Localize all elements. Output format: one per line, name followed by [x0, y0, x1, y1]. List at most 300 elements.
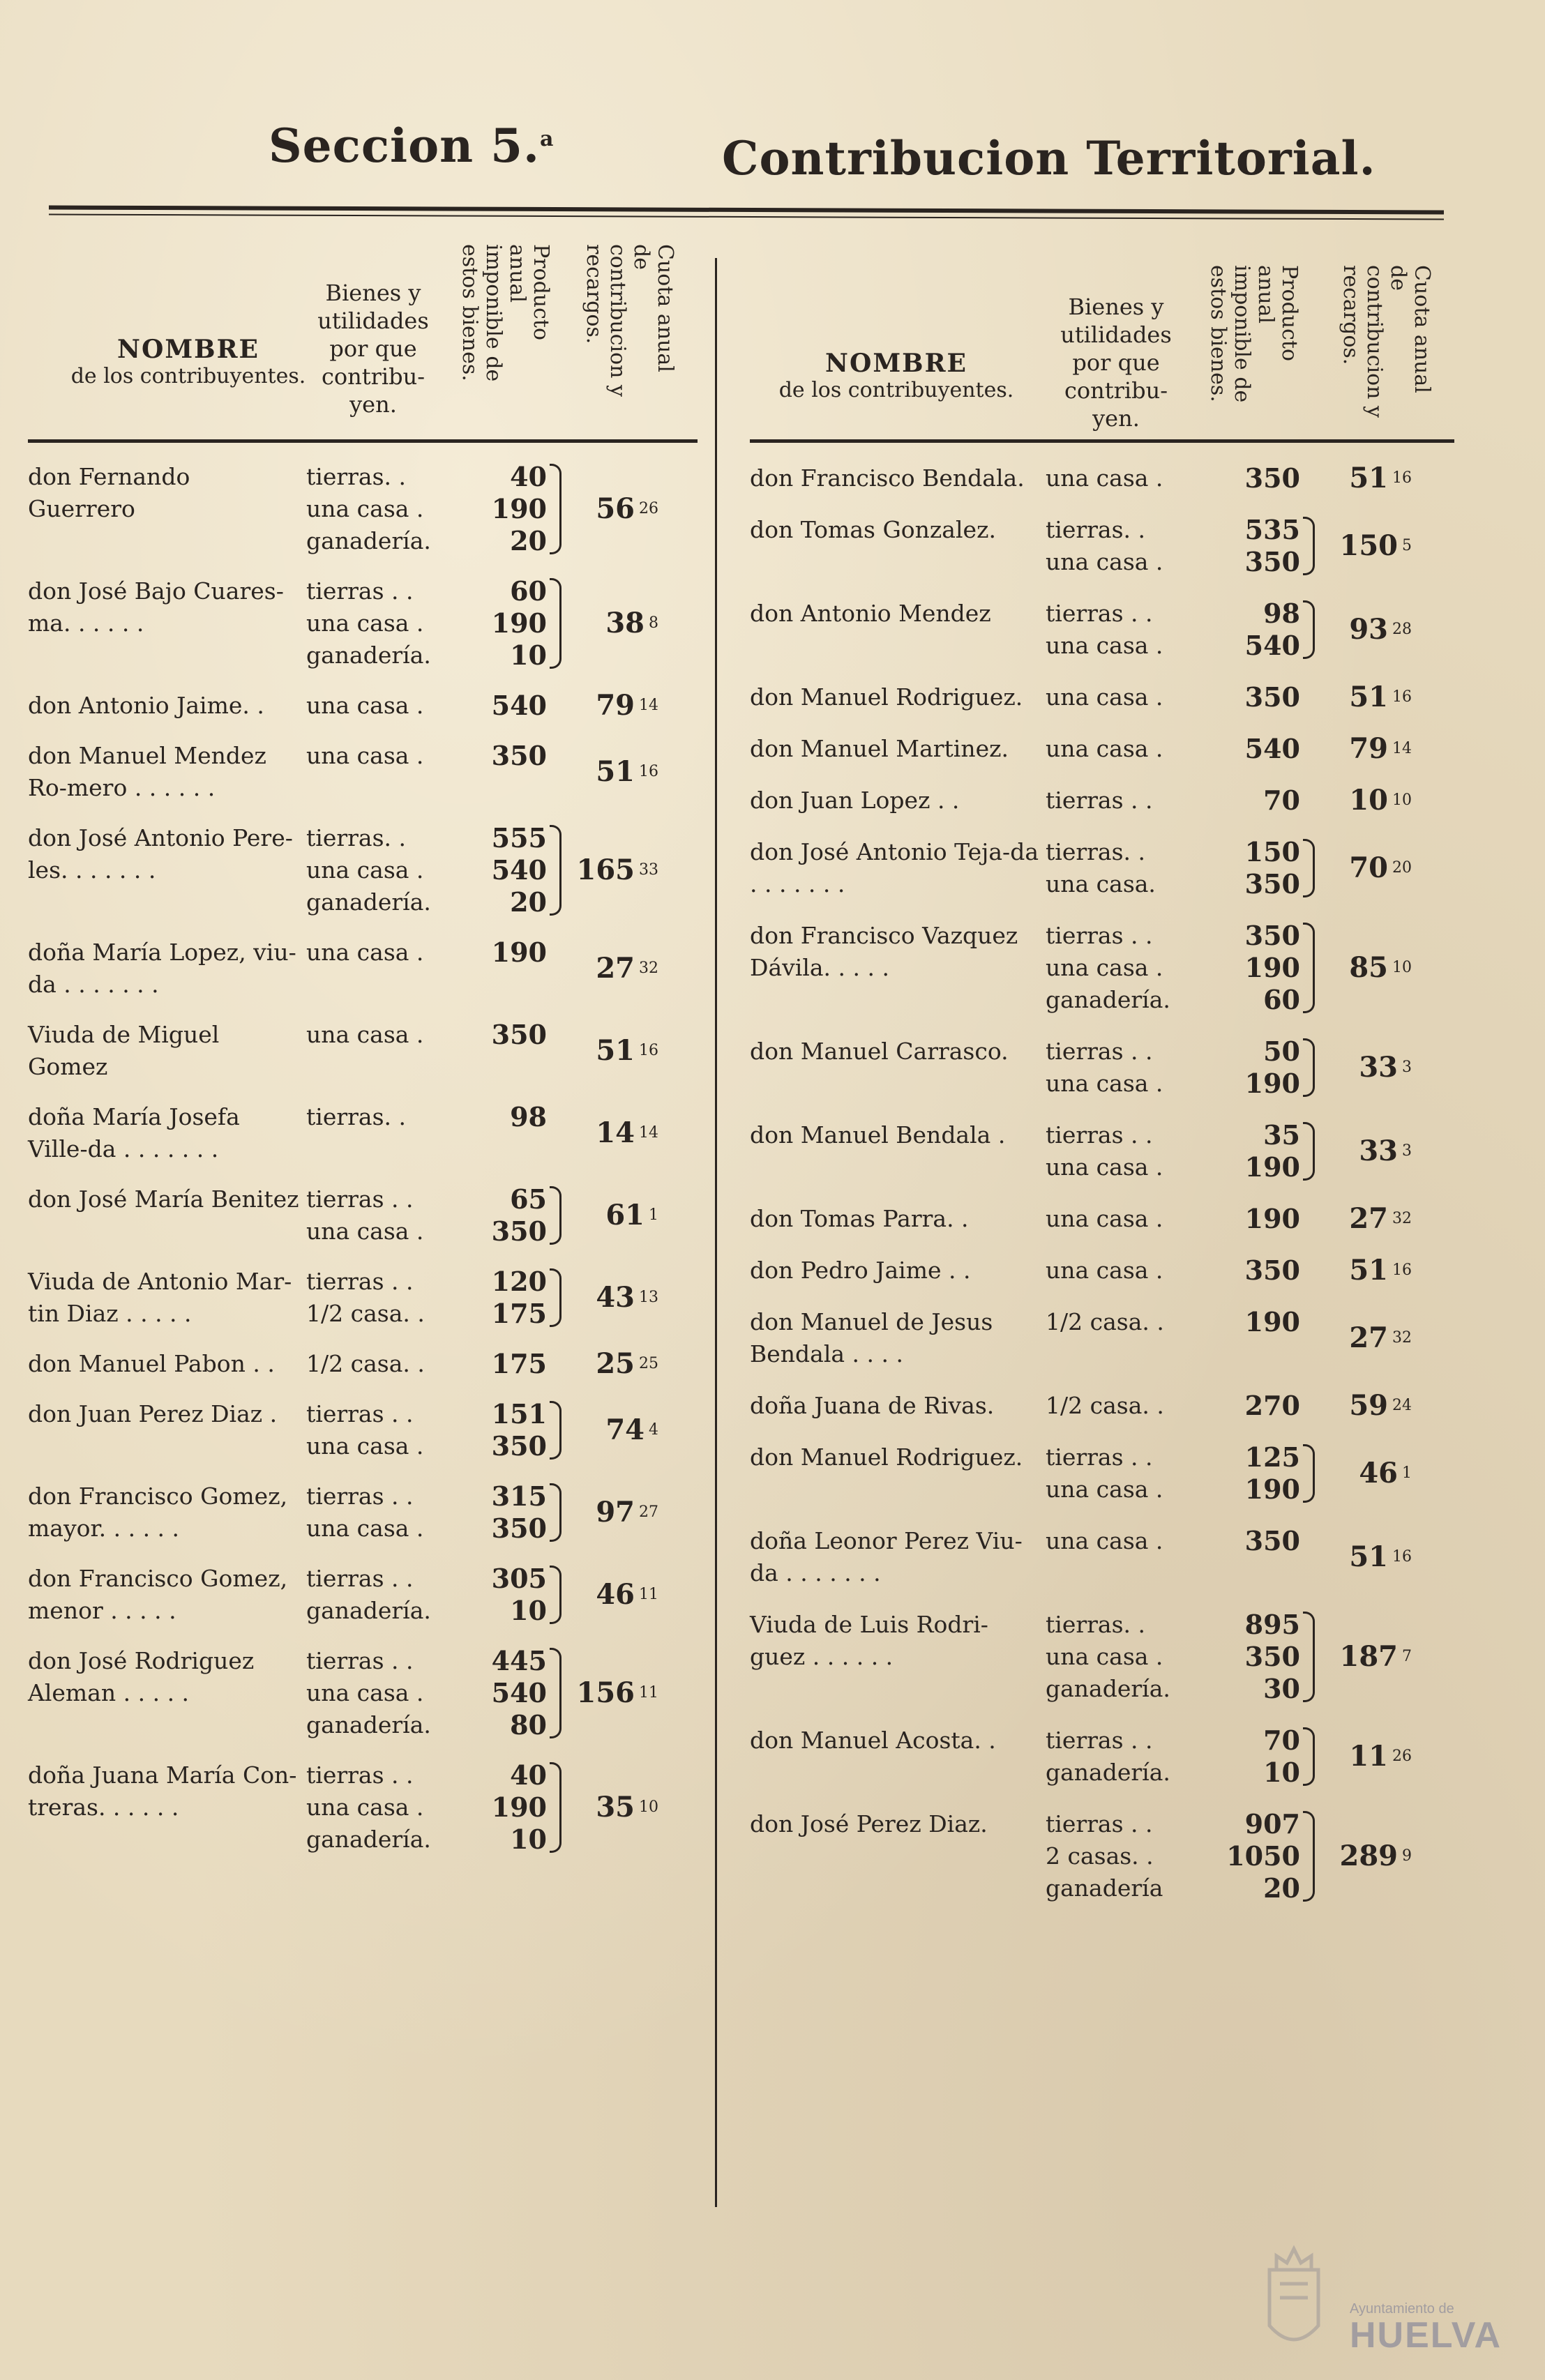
property-type: una casa . [1046, 632, 1163, 659]
table-row [28, 1645, 698, 1741]
product-value: 350 [1244, 462, 1300, 494]
brace-icon [1300, 514, 1321, 578]
product-value: 350 [1244, 1525, 1300, 1556]
property-line [303, 854, 547, 886]
property-lines [303, 822, 547, 918]
property-line [303, 607, 547, 639]
cuota-value [1321, 681, 1412, 713]
property-type: tierras. . [306, 463, 406, 490]
cuota-maravedis: 16 [1392, 1261, 1412, 1279]
cuota-reales: 97 [596, 1496, 635, 1529]
property-type: 1/2 casa. . [1046, 1392, 1164, 1419]
property-lines [1043, 598, 1300, 662]
property-lines [303, 690, 547, 722]
product-value: 50 [1263, 1036, 1300, 1067]
property-line [303, 886, 547, 918]
property-line [1043, 1673, 1300, 1705]
property-lines [1043, 1255, 1300, 1287]
brace-icon [1300, 681, 1321, 713]
contributor-name: don Manuel Rodriguez. [750, 1443, 1023, 1471]
cuota-reales: 46 [1359, 1457, 1398, 1490]
table-row [750, 1203, 1454, 1235]
property-lines [1043, 1036, 1300, 1100]
cuota-value [568, 756, 658, 788]
product-value: 350 [1244, 546, 1300, 577]
product-value: 190 [1244, 1473, 1300, 1505]
property-line [1043, 1119, 1300, 1151]
product-value: 350 [491, 1513, 547, 1544]
property-line [303, 1215, 547, 1248]
cuota-reales: 79 [1349, 732, 1388, 765]
brace-icon [1300, 1525, 1321, 1557]
contributor-name: Viuda de Luis Rodri-guez . . . . . . [750, 1611, 988, 1670]
product-value: 190 [1244, 1068, 1300, 1099]
brace-shape [1303, 600, 1315, 659]
product-value: 10 [1263, 1757, 1300, 1788]
property-lines [1043, 462, 1300, 494]
cuota-value [568, 1282, 658, 1314]
cuota-maravedis: 13 [639, 1289, 658, 1306]
cuota-value [1321, 1741, 1412, 1773]
cuota-maravedis: 32 [639, 960, 658, 977]
property-type: tierras . . [306, 1185, 414, 1213]
property-line [1043, 1641, 1300, 1673]
cuota-value [568, 690, 658, 722]
property-line [1043, 1441, 1300, 1473]
brace-shape [1303, 923, 1315, 1013]
product-value: 10 [510, 1824, 547, 1855]
contributor-name: don José María Benitez [28, 1185, 299, 1213]
cuota-value [568, 1035, 658, 1067]
property-type: una casa . [306, 1794, 424, 1821]
property-lines [1043, 514, 1300, 578]
cuota-maravedis: 32 [1392, 1210, 1412, 1227]
brace-shape [1303, 517, 1315, 575]
watermark-logo: Ayuntamiento de HUELVA [1350, 2301, 1502, 2356]
left-column [28, 230, 698, 1856]
brace-icon [1300, 1441, 1321, 1506]
property-line [303, 639, 547, 672]
property-type: ganadería. [306, 1597, 431, 1624]
product-value: 20 [1263, 1872, 1300, 1904]
property-lines [303, 575, 547, 672]
property-type: tierras . . [306, 1268, 414, 1295]
property-type: tierras . . [306, 1400, 414, 1427]
header-producto: Producto anual imponible de estos bienes. [1206, 265, 1302, 403]
table-row [750, 1808, 1454, 1904]
cuota-value [568, 1791, 658, 1824]
property-lines [303, 1480, 547, 1545]
property-line [1043, 920, 1300, 952]
property-line [1043, 1525, 1300, 1557]
brace-shape [550, 578, 562, 669]
property-type: una casa . [1046, 1527, 1163, 1554]
product-value: 190 [1244, 1203, 1300, 1234]
product-value: 10 [510, 639, 547, 671]
cuota-reales: 93 [1349, 613, 1388, 646]
table-row [750, 462, 1454, 494]
brace-icon [547, 1645, 568, 1741]
property-type: tierras . . [306, 1565, 414, 1592]
cuota-maravedis: 3 [1402, 1142, 1412, 1160]
property-line [303, 1183, 547, 1215]
cuota-value [1321, 462, 1412, 494]
product-value: 60 [510, 575, 547, 607]
product-value: 40 [510, 1759, 547, 1791]
property-line [303, 690, 547, 722]
brace-shape [550, 1762, 562, 1853]
cuota-value [1321, 852, 1412, 884]
property-lines [303, 1645, 547, 1741]
property-line [303, 1398, 547, 1430]
product-value: 445 [491, 1645, 547, 1676]
property-type: una casa . [306, 742, 424, 769]
cuota-reales: 187 [1339, 1640, 1398, 1673]
table-row [28, 1759, 698, 1856]
property-type: una casa. [1046, 870, 1156, 897]
brace-icon [1300, 785, 1321, 817]
property-lines [1043, 1119, 1300, 1183]
cuota-value [1321, 1457, 1412, 1490]
brace-icon [1300, 920, 1321, 1016]
brace-icon [1300, 1119, 1321, 1183]
product-value: 350 [491, 1019, 547, 1050]
cuota-maravedis: 1 [1402, 1464, 1412, 1482]
property-type: 1/2 casa. . [306, 1300, 425, 1327]
right-rows [750, 462, 1454, 1904]
property-line [1043, 546, 1300, 578]
cuota-maravedis: 20 [1392, 859, 1412, 877]
product-value: 175 [491, 1348, 547, 1379]
property-type: tierras . . [1046, 1038, 1153, 1065]
brace-shape [550, 1566, 562, 1624]
table-row [750, 1725, 1454, 1789]
contributor-name: doña María Josefa Ville-da . . . . . . . [28, 1103, 240, 1162]
property-type: tierras . . [306, 1761, 414, 1789]
property-lines [1043, 1441, 1300, 1506]
property-type: ganadería. [1046, 1759, 1170, 1786]
contributor-name: don Manuel Martinez. [750, 735, 1009, 762]
brace-icon [547, 690, 568, 722]
property-line [1043, 984, 1300, 1016]
cuota-maravedis: 9 [1402, 1847, 1412, 1865]
product-value: 190 [1244, 1151, 1300, 1183]
property-line [303, 461, 547, 493]
brace-shape [550, 1401, 562, 1460]
brace-icon [1300, 1390, 1321, 1422]
contributor-name: don Manuel Bendala . [750, 1121, 1006, 1149]
product-value: 125 [1244, 1441, 1300, 1473]
cuota-value [568, 1677, 658, 1709]
contributor-name: don Francisco Vazquez Dávila. . . . . [750, 922, 1018, 981]
property-type: una casa . [306, 1218, 424, 1245]
product-value: 70 [1263, 785, 1300, 816]
property-line [1043, 1306, 1300, 1338]
product-value: 120 [491, 1266, 547, 1297]
header-bienes: Bienes y utilidades por que contribu-yen. [317, 280, 429, 418]
property-line [1043, 1390, 1300, 1422]
brace-icon [547, 1480, 568, 1545]
property-lines [303, 1398, 547, 1462]
property-type: una casa . [1046, 1070, 1163, 1097]
property-type: ganadería. [306, 1826, 431, 1853]
brace-shape [550, 1268, 562, 1327]
brace-icon [1300, 1306, 1321, 1338]
brace-icon [547, 740, 568, 772]
brace-shape [1303, 1444, 1315, 1503]
contributor-name: don Manuel Rodriguez. [750, 683, 1023, 711]
product-value: 30 [1263, 1673, 1300, 1704]
property-type: tierras . . [306, 1647, 414, 1674]
property-type: una casa . [1046, 683, 1163, 711]
product-value: 540 [491, 1677, 547, 1708]
property-type: ganadería. [306, 1711, 431, 1738]
contributor-name: don José Bajo Cuares-ma. . . . . . [28, 577, 284, 637]
product-value: 98 [510, 1101, 547, 1132]
cuota-maravedis: 33 [639, 861, 658, 879]
brace-icon [1300, 1609, 1321, 1705]
contributor-name: don Tomas Gonzalez. [750, 516, 996, 543]
property-line [1043, 1036, 1300, 1068]
cuota-maravedis: 5 [1402, 537, 1412, 554]
table-row [28, 740, 698, 804]
brace-shape [1303, 1122, 1315, 1181]
product-value: 40 [510, 461, 547, 492]
product-value: 315 [491, 1480, 547, 1512]
cuota-maravedis: 26 [639, 500, 658, 517]
contributor-name: don Manuel Mendez Ro-mero . . . . . . [28, 742, 266, 801]
cuota-maravedis: 8 [649, 614, 658, 632]
property-type: una casa . [1046, 735, 1163, 762]
contributor-name: don Fernando Guerrero [28, 463, 190, 522]
cuota-reales: 51 [1349, 1254, 1388, 1287]
header-nombre: NOMBRE de los contribuyentes. [70, 335, 306, 388]
contributor-name: don José Antonio Pere-les. . . . . . . [28, 824, 293, 884]
property-line [303, 1759, 547, 1791]
brace-shape [550, 1483, 562, 1542]
brace-shape [1303, 1038, 1315, 1097]
section-label: Seccion 5.$^a$ [269, 119, 555, 173]
brace-icon [1300, 1203, 1321, 1235]
brace-shape [550, 1648, 562, 1738]
cuota-reales: 56 [596, 492, 635, 525]
table-row [28, 1183, 698, 1248]
brace-icon [547, 1183, 568, 1248]
property-type: tierras. . [306, 1103, 406, 1130]
top-rule-thin [49, 214, 1444, 220]
property-line [1043, 733, 1300, 765]
property-line [303, 1101, 547, 1133]
cuota-maravedis: 10 [1392, 959, 1412, 976]
property-type: tierras . . [1046, 1443, 1153, 1471]
cuota-maravedis: 25 [639, 1355, 658, 1372]
property-line [303, 1430, 547, 1462]
product-value: 150 [1244, 836, 1300, 867]
header-bienes: Bienes y utilidades por que contribu-yen. [1060, 294, 1172, 432]
product-value: 350 [1244, 1255, 1300, 1286]
table-row [750, 733, 1454, 765]
left-column-header [28, 230, 698, 443]
property-type: 1/2 casa. . [1046, 1308, 1164, 1335]
product-value: 540 [491, 854, 547, 886]
property-type: una casa . [306, 495, 424, 522]
brace-icon [547, 461, 568, 557]
cuota-maravedis: 11 [639, 1586, 658, 1603]
cuota-reales: 70 [1349, 851, 1388, 884]
cuota-maravedis: 4 [649, 1421, 658, 1439]
product-value: 190 [1244, 952, 1300, 983]
cuota-reales: 51 [596, 1034, 635, 1067]
contributor-name: don José Perez Diaz. [750, 1810, 988, 1837]
property-type: tierras . . [1046, 1121, 1153, 1149]
cuota-value [568, 1199, 658, 1231]
property-type: tierras. . [306, 824, 406, 851]
property-type: una casa . [1046, 1153, 1163, 1181]
cuota-maravedis: 27 [639, 1503, 658, 1521]
property-line [303, 525, 547, 557]
table-row [750, 1609, 1454, 1705]
cuota-reales: 51 [596, 755, 635, 788]
right-column-header [750, 230, 1454, 443]
property-type: una casa . [306, 609, 424, 637]
cuota-reales: 79 [596, 689, 635, 722]
cuota-maravedis: 26 [1392, 1748, 1412, 1765]
table-row [28, 1348, 698, 1380]
property-type: una casa . [1046, 954, 1163, 981]
brace-shape [1303, 839, 1315, 897]
brace-icon [1300, 1255, 1321, 1287]
property-line [1043, 1068, 1300, 1100]
property-type: una casa . [1046, 1205, 1163, 1232]
table-row [750, 920, 1454, 1016]
product-value: 65 [510, 1183, 547, 1215]
property-line [1043, 1473, 1300, 1506]
property-type: una casa . [306, 939, 424, 966]
product-value: 175 [491, 1298, 547, 1329]
cuota-reales: 61 [605, 1199, 645, 1231]
table-row [28, 1398, 698, 1462]
table-row [28, 575, 698, 672]
property-type: una casa . [306, 856, 424, 884]
brace-icon [1300, 836, 1321, 900]
brace-icon [1300, 1036, 1321, 1100]
table-row [750, 514, 1454, 578]
cuota-reales: 46 [596, 1578, 635, 1611]
table-row [750, 1525, 1454, 1589]
property-lines [1043, 1525, 1300, 1557]
property-lines [1043, 1390, 1300, 1422]
property-type: tierras . . [1046, 600, 1153, 627]
property-line [1043, 1840, 1300, 1872]
product-value: 350 [1244, 920, 1300, 951]
property-lines [303, 1759, 547, 1856]
cuota-maravedis: 16 [1392, 688, 1412, 706]
cuota-value [1321, 1322, 1412, 1354]
brace-icon [1300, 462, 1321, 494]
property-line [303, 1645, 547, 1677]
top-rule [49, 206, 1444, 215]
property-line [1043, 1609, 1300, 1641]
property-type: ganadería. [306, 527, 431, 554]
property-line [303, 1348, 547, 1380]
property-type: tierras . . [1046, 787, 1153, 814]
table-row [28, 1480, 698, 1545]
property-type: tierras . . [1046, 1727, 1153, 1754]
product-value: 907 [1244, 1808, 1300, 1840]
property-type: tierras. . [1046, 838, 1145, 865]
table-row [750, 1036, 1454, 1100]
product-value: 350 [491, 740, 547, 771]
property-type: una casa . [306, 1679, 424, 1706]
cuota-maravedis: 16 [1392, 469, 1412, 487]
contributor-name: Viuda de Miguel Gomez [28, 1021, 220, 1080]
property-line [1043, 785, 1300, 817]
property-lines [1043, 1609, 1300, 1705]
product-value: 350 [1244, 1641, 1300, 1672]
property-line [303, 1709, 547, 1741]
property-line [1043, 630, 1300, 662]
cuota-value [1321, 1840, 1412, 1872]
table-row [750, 1119, 1454, 1183]
cuota-maravedis: 24 [1392, 1397, 1412, 1414]
table-row [750, 1306, 1454, 1370]
property-type: una casa . [306, 1515, 424, 1542]
brace-icon [547, 1266, 568, 1330]
header-nombre: NOMBRE de los contribuyentes. [778, 349, 1014, 402]
cuota-value [1321, 1641, 1412, 1673]
contributor-name: Viuda de Antonio Mar-tin Diaz . . . . . [28, 1268, 292, 1327]
table-row [28, 822, 698, 918]
product-value: 305 [491, 1563, 547, 1594]
cuota-reales: 27 [1349, 1202, 1388, 1235]
cuota-reales: 25 [596, 1347, 635, 1380]
property-line [303, 937, 547, 969]
brace-icon [1300, 1725, 1321, 1789]
property-line [303, 1677, 547, 1709]
property-lines [1043, 1203, 1300, 1235]
brace-icon [1300, 1808, 1321, 1904]
product-value: 540 [491, 690, 547, 721]
cuota-maravedis: 10 [639, 1798, 658, 1816]
property-lines [303, 740, 547, 772]
contributor-name: don Francisco Bendala. [750, 464, 1025, 492]
property-line [1043, 1725, 1300, 1757]
property-type: tierras . . [306, 1483, 414, 1510]
property-type: una casa . [306, 692, 424, 719]
product-value: 190 [1244, 1306, 1300, 1337]
cuota-value [1321, 530, 1412, 562]
contributor-name: doña Juana María Con-treras. . . . . . [28, 1761, 297, 1821]
property-line [303, 1563, 547, 1595]
table-row [750, 836, 1454, 900]
contributor-name: don Francisco Gomez, mayor. . . . . . [28, 1483, 288, 1542]
contributor-name: don José Antonio Teja-da . . . . . . . [750, 838, 1039, 897]
header-producto: Producto anual imponible de estos bienes. [458, 244, 553, 382]
property-line [1043, 868, 1300, 900]
property-type: una casa . [306, 1021, 424, 1048]
property-line [303, 1019, 547, 1051]
property-lines [303, 1101, 547, 1133]
property-line [303, 1266, 547, 1298]
table-row [28, 461, 698, 557]
cuota-maravedis: 14 [639, 697, 658, 714]
product-value: 350 [491, 1215, 547, 1247]
property-line [303, 1513, 547, 1545]
contributor-name: don Manuel de Jesus Bendala . . . . [750, 1308, 993, 1367]
product-value: 895 [1244, 1609, 1300, 1640]
brace-shape [550, 464, 562, 554]
property-line [1043, 1151, 1300, 1183]
